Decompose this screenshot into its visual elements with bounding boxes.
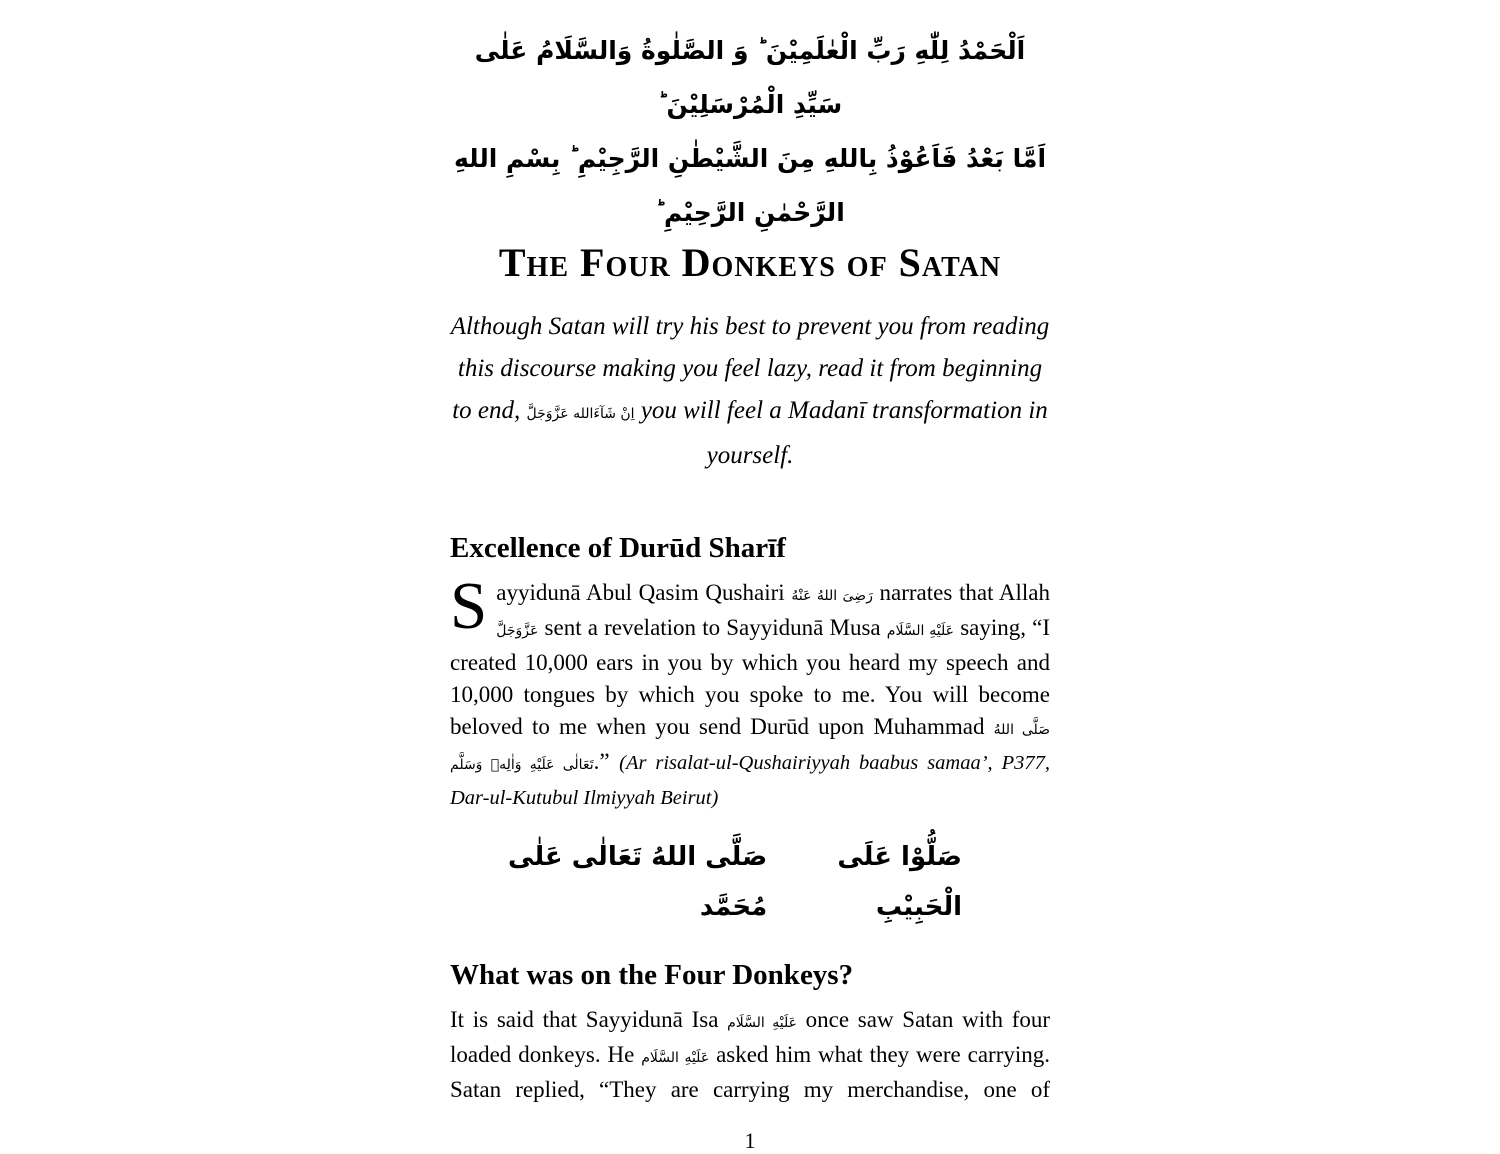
alayhis-salam-honorific-3: عَلَيْهِ السَّلَام xyxy=(641,1050,710,1066)
para1-text-4: saying, “I created 10,000 ears in you by which you heard my speech and 10,000 tongues by which you spoke to me. You will become beloved to me when you send Durūd upon Muhammad xyxy=(450,615,1051,739)
radiallahu-anhu-honorific: رَضِىَ اللهُ عَنْهُ xyxy=(791,588,873,604)
intro-text-1: Although Satan will try his best to prevent you from reading this discourse making you feel lazy, read it from beginning to end, xyxy=(450,313,1050,424)
alayhis-salam-honorific-2: عَلَيْهِ السَّلَام xyxy=(727,1015,797,1031)
page-number: 1 xyxy=(744,1128,756,1153)
intro-paragraph xyxy=(450,306,1050,477)
para2-text-2: once saw Satan with four loaded donkeys. He xyxy=(450,1007,1051,1067)
arabic-header-line-1: اَلْحَمْدُ لِلّٰهِ رَبِّ الْعٰلَمِيْنَ ؕ وَ الصَّلٰوةُ وَالسَّلَامُ عَلٰى سَيِّدِ الْمُرْسَلِيْنَ ؕ xyxy=(474,36,1026,119)
alayhis-salam-honorific: عَلَيْهِ السَّلَام xyxy=(886,623,955,639)
para1-text-2: narrates that Allah xyxy=(879,580,1051,605)
inshallah-honorific: اِنْ شَآءَالله عَزَّوَجَلَّ xyxy=(526,406,635,422)
sallallahu-alayhi-wasallam-honorific: صَلَّى اللهُ تَعَالٰى عَلَيْهِ وَاٰلِهٖ وَسَلَّم xyxy=(450,722,1051,773)
azzawajal-honorific: عَزَّوَجَلَّ xyxy=(496,623,539,639)
durood-left-hemistich: صَلَّى اللهُ تَعَالٰى عَلٰى مُحَمَّد xyxy=(508,842,768,922)
dropcap-letter: S xyxy=(450,569,488,643)
source-citation: (Ar risalat-ul-Qushairiyyah baabus samaa’, P377, Dar-ul-Kutubul Ilmiyyah Beirut) xyxy=(450,752,1051,809)
para1-text-1: ayyidunā Abul Qasim Qushairi xyxy=(496,580,785,605)
section-heading-what-was-on-donkeys: What was on the Four Donkeys? xyxy=(450,959,854,991)
page-title: The Four Donkeys of Satan xyxy=(498,240,1002,285)
section-heading-excellence-of-durud: Excellence of Durūd Sharīf xyxy=(450,532,786,564)
paragraph-what-was-on-donkeys xyxy=(450,1004,1050,1106)
para2-text-1: It is said that Sayyidunā Isa xyxy=(450,1007,719,1032)
intro-text-2: you will feel a Madanī transformation in yourself. xyxy=(640,397,1048,469)
para1-text-3: sent a revelation to Sayyidunā Musa xyxy=(544,615,881,640)
durood-couplet xyxy=(450,832,1050,932)
paragraph-excellence-of-durud xyxy=(450,569,1051,814)
para1-text-5: .” xyxy=(593,749,610,774)
para2-text-3: asked him what they were carrying. Satan replied, “They are carrying my merchandise, one of xyxy=(450,1042,1050,1102)
text-column xyxy=(450,0,1050,1154)
arabic-header-line-2: اَمَّا بَعْدُ فَاَعُوْذُ بِاللهِ مِنَ الشَّيْطٰنِ الرَّجِيْمِ ؕ بِسْمِ اللهِ الرَّحْمٰنِ الرَّحِيْمِ ؕ xyxy=(453,144,1047,227)
arabic-header xyxy=(450,24,1050,240)
durood-right-hemistich: صَلُّوْا عَلَى الْحَبِيْبِ xyxy=(837,842,962,922)
